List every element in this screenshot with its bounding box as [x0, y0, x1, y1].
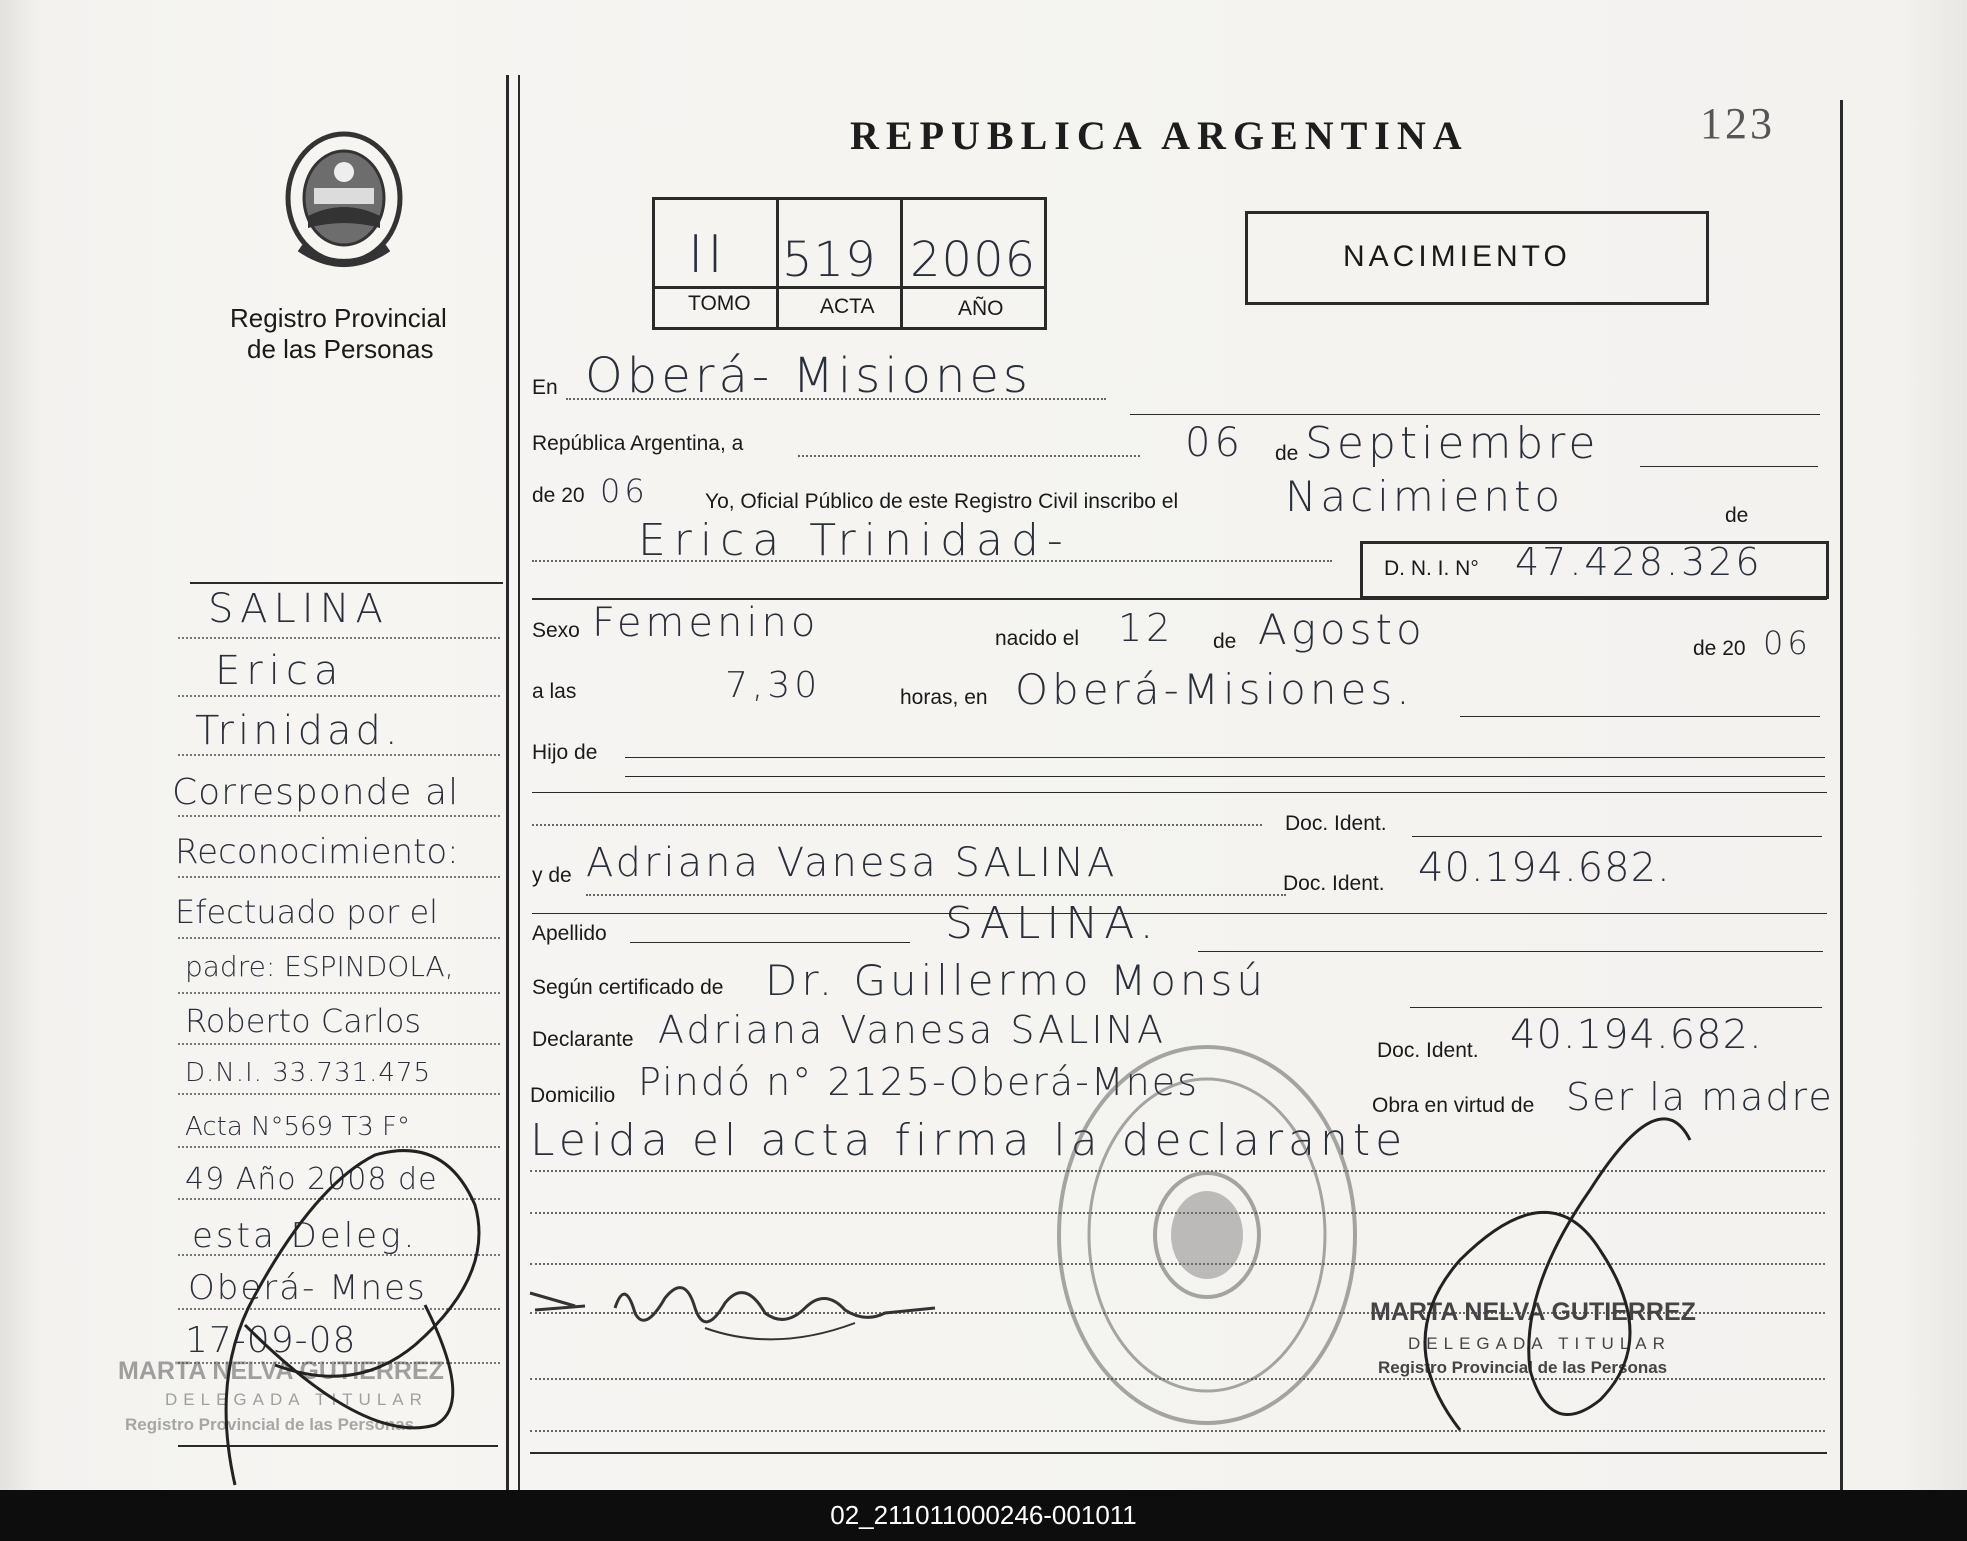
nacido-month: Agosto [1258, 605, 1426, 654]
acta-label: ACTA [820, 295, 875, 318]
margin-line-9 [178, 1093, 500, 1095]
padre-doc-label: Doc. Ident. [1285, 812, 1387, 835]
declarante-doc-value: 40.194.682. [1510, 1012, 1763, 1058]
margin-signature [215, 1125, 515, 1490]
madre-dots [586, 894, 1286, 896]
margin-note-8: Roberto Carlos [185, 1002, 422, 1040]
margin-line-3 [178, 754, 500, 756]
segun-label: Según certificado de [532, 976, 724, 999]
margin-line-4 [178, 815, 500, 817]
nacido-day: 12 [1118, 606, 1175, 650]
padre-doc-rule [1412, 836, 1822, 837]
declarante-label: Declarante [532, 1028, 634, 1051]
de-label: de [1275, 442, 1299, 465]
left-edge-line [518, 75, 520, 1490]
segun-value: Dr. Guillermo Monsú [765, 956, 1268, 1005]
month-rule [1640, 466, 1818, 467]
madre-value: Adriana Vanesa SALINA [586, 840, 1118, 886]
madre-doc-label: Doc. Ident. [1283, 872, 1385, 895]
inscribo-value: Nacimiento [1285, 472, 1565, 521]
stamp-official-name: MARTA NELVA GUTIERREZ [1370, 1298, 1696, 1326]
page-number: 123 [1700, 99, 1775, 148]
margin-note-13: Oberá- Mnes [188, 1268, 427, 1308]
hijo-label: Hijo de [532, 741, 598, 764]
acta-value: 519 [782, 232, 877, 288]
margin-note-7: padre: ESPINDOLA, [185, 950, 454, 983]
provincial-seal-icon [278, 128, 410, 276]
margin-note-5: Reconocimiento: [175, 832, 459, 872]
margin-note-10: Acta N°569 T3 F° [185, 1112, 410, 1142]
tomo-label: TOMO [688, 292, 751, 315]
margin-stamp-name: MARTA NELVA GUTIERREZ [118, 1357, 444, 1385]
act-type-label: NACIMIENTO [1343, 240, 1571, 273]
image-id-footer: 02_211011000246-001011 [0, 1490, 1967, 1541]
domicilio-label: Domicilio [530, 1084, 616, 1107]
year-value: 06 [600, 472, 649, 510]
margin-note-11: 49 Año 2008 de [185, 1162, 438, 1197]
month-value: Septiembre [1305, 418, 1600, 469]
margin-note-3: Trinidad. [195, 708, 402, 754]
republica-dots [798, 455, 1140, 457]
de2-label: de [1725, 504, 1749, 527]
day-value: 06 [1185, 420, 1244, 466]
stamp-official-title: DELEGADA TITULAR [1408, 1334, 1671, 1353]
hora-value: 7,30 [725, 665, 822, 706]
en-value: Oberá- Misiones [585, 348, 1032, 404]
anio-label: AÑO [958, 297, 1004, 320]
agency-name-line1: Registro Provincial [230, 303, 447, 333]
sexo-label: Sexo [532, 619, 580, 642]
margin-stamp-title: DELEGADA TITULAR [165, 1390, 428, 1409]
dni-label: D. N. I. N° [1384, 557, 1479, 580]
child-name: Erica Trinidad- [638, 515, 1071, 566]
segun-rule [1410, 1007, 1822, 1008]
margin-line-1 [178, 637, 500, 639]
sexo-value: Femenino [592, 600, 820, 646]
madre-doc-value: 40.194.682. [1418, 845, 1671, 891]
stamp-official-office: Registro Provincial de las Personas [1378, 1358, 1668, 1377]
hijo-rule-3 [532, 792, 1827, 793]
margin-note-14: 17-09-08 [185, 1320, 357, 1361]
republica-label: República Argentina, a [532, 432, 744, 455]
margin-top-rule [190, 582, 503, 584]
margin-note-2: Erica [215, 648, 345, 694]
official-signature-right [1400, 1040, 1720, 1460]
section-rule-2 [532, 913, 1827, 914]
margin-stamp-office: Registro Provincial de las Personas [125, 1415, 415, 1434]
margin-line-2 [178, 695, 500, 697]
horas-label: horas, en [900, 686, 988, 709]
leida-value: Leida el acta firma la declarante [530, 1115, 1408, 1166]
obra-label: Obra en virtud de [1372, 1094, 1535, 1117]
year-label: de 20 [532, 484, 585, 507]
dni-value: 47.428.326 [1515, 540, 1763, 584]
en-label: En [532, 376, 558, 399]
registry-round-seal [1052, 1040, 1362, 1430]
margin-note-9: D.N.I. 33.731.475 [185, 1058, 432, 1088]
declarant-signature [525, 1268, 945, 1358]
apellido-value: SALINA. [945, 898, 1160, 949]
declarante-doc-label: Doc. Ident. [1377, 1039, 1479, 1062]
margin-line-7 [178, 992, 500, 994]
de20-label: de 20 [1693, 637, 1746, 660]
hijo-rule-1 [625, 757, 1825, 758]
margin-line-5 [178, 876, 500, 878]
lugar-rule [1460, 716, 1820, 717]
yde-label: y de [532, 864, 572, 887]
nacido-label: nacido el [995, 627, 1080, 650]
padre-doc-dots [532, 824, 1262, 826]
apellido-rule [630, 942, 910, 943]
lugar-value: Oberá-Misiones. [1015, 665, 1414, 714]
ref-divider-1 [776, 197, 779, 327]
margin-note-12: esta Deleg. [192, 1216, 418, 1256]
agency-name-line2: de las Personas [247, 334, 434, 364]
margin-note-1: SALINA [208, 586, 389, 632]
obra-value: Ser la madre [1566, 1075, 1834, 1119]
ref-divider-2 [900, 197, 903, 327]
domicilio-value: Pindó n° 2125-Oberá-Mnes [638, 1060, 1199, 1104]
anio-value: 2006 [910, 232, 1037, 288]
apellido-label: Apellido [532, 922, 607, 945]
margin-note-6: Efectuado por el [175, 893, 439, 931]
country-title: REPUBLICA ARGENTINA [850, 113, 1469, 158]
margin-line-8 [178, 1043, 500, 1045]
de3-label: de [1213, 630, 1237, 653]
alas-label: a las [532, 680, 577, 703]
apellido-rule-2 [1198, 951, 1823, 952]
en-rule [1130, 414, 1820, 415]
right-border-line [1840, 100, 1843, 1490]
declarante-value: Adriana Vanesa SALINA [658, 1008, 1166, 1052]
oficial-text: Yo, Oficial Público de este Registro Civil inscribo el [705, 490, 1179, 513]
margin-line-6 [178, 937, 500, 939]
hijo-rule-2 [625, 776, 1825, 777]
nacido-year: 06 [1763, 624, 1812, 662]
tomo-value: II [688, 225, 727, 285]
margin-note-4: Corresponde al [172, 772, 460, 813]
